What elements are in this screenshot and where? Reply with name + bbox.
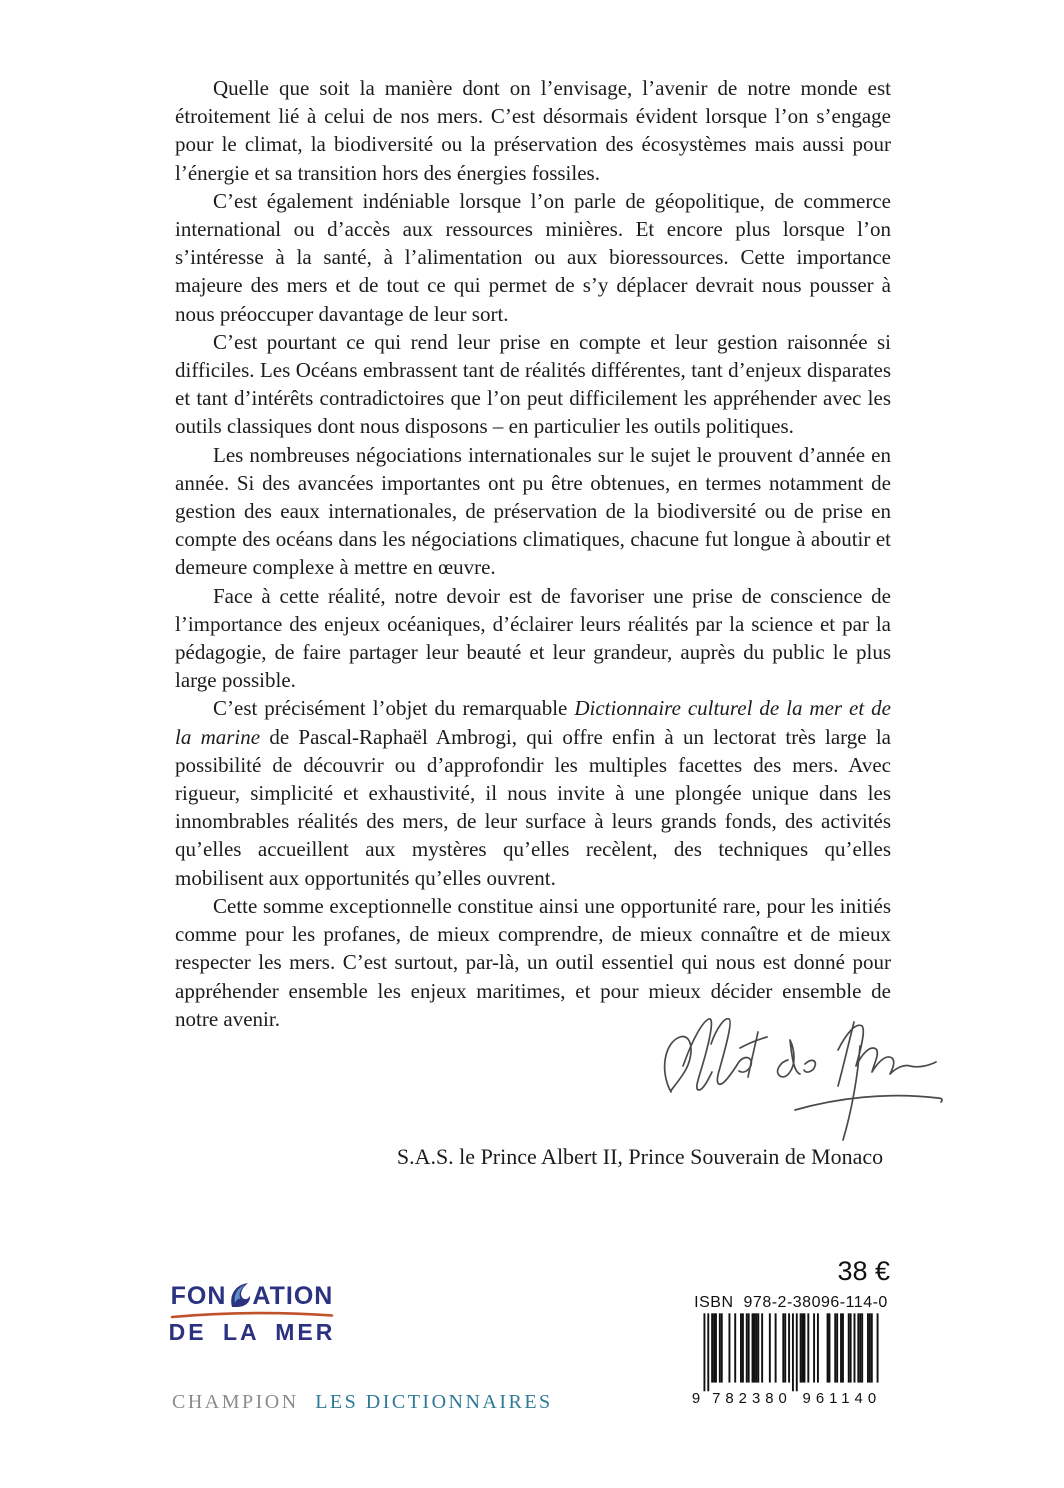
paragraph bbox=[175, 74, 891, 187]
isbn-block bbox=[690, 1294, 892, 1406]
wave-d-icon bbox=[227, 1282, 251, 1308]
barcode-svg bbox=[690, 1313, 892, 1406]
body-text bbox=[175, 74, 891, 1033]
paragraph-text: Face à cette réalité, notre devoir est de favoriser une prise de conscience de l’importance des enjeux océaniques, d’éclairer leurs réalités par la science et par la pédagogie, de faire partager leur beauté et leur grandeur, auprès du public le plus large possible. bbox=[175, 583, 891, 693]
book-title-italic: Dictionnaire culturel de la mer et de la marine bbox=[175, 696, 891, 749]
paragraph bbox=[175, 441, 891, 582]
logo-text-fon: FON bbox=[170, 1282, 227, 1310]
logo-wordmark-line2: DE LA MER bbox=[168, 1319, 336, 1345]
paragraph-text: de Pascal-Raphaël Ambrogi, qui offre enfin à un lectorat très large la possibilité de découvrir ou d’approfondir les multiples facettes des mers. Avec rigueur, simplicité et exhaustivité, il nous invite à une plongée unique dans les innombrables réalités des mers, de leur surface à leurs grands fonds, des activités qu’elles accueillent aux mystères qu’elles recèlent, des techniques qu’elles mobilisent aux opportunités qu’elles ouvrent. bbox=[175, 724, 891, 890]
paragraph bbox=[175, 187, 891, 328]
imprint bbox=[172, 1391, 553, 1414]
barcode-image bbox=[690, 1313, 892, 1406]
isbn-label: ISBN bbox=[694, 1294, 734, 1311]
price: 38 € bbox=[837, 1256, 890, 1286]
paragraph-text: C’est également indéniable lorsque l’on parle de géopolitique, de commerce international ou d’accès aux ressources minières. Et encore plus lorsque l’on s’intéresse à la santé, à l’alimentation ou aux bioressources. Cette importance majeure des mers et de tout ce qui permet de s’y déplacer devrait nous pousser à nous préoccuper davantage de leur sort. bbox=[175, 188, 891, 326]
signature-icon bbox=[645, 1008, 945, 1148]
logo-swoosh bbox=[170, 1309, 334, 1319]
paragraph-text: Quelle que soit la manière dont on l’envisage, l’avenir de notre monde est étroitement lié à celui de nos mers. C’est désormais évident lorsque l’on s’engage pour le climat, la biodiversité ou la préservation des écosystèmes mais aussi pour l’énergie et sa transition hors des énergies fossiles. bbox=[175, 76, 891, 185]
signature-image bbox=[645, 1008, 945, 1148]
barcode-digits-right: 961140 bbox=[802, 1390, 882, 1406]
paragraph-text: C’est pourtant ce qui rend leur prise en compte et leur gestion raisonnée si difficiles. Les Océans embrassent tant de réalités différentes, tant d’enjeux disparates et tant d’intérêts contradictoires que l’on peut difficilement les appréhender avec les outils classiques dont nous disposons – en particulier les outils politiques. bbox=[175, 329, 891, 439]
barcode-digit-lead: 9 bbox=[691, 1390, 701, 1406]
paragraph bbox=[175, 328, 891, 441]
logo-text-ation: ATION bbox=[252, 1282, 334, 1310]
signature-caption: S.A.S. le Prince Albert II, Prince Souverain de Monaco bbox=[396, 1144, 884, 1169]
swoosh-icon bbox=[170, 1309, 334, 1319]
paragraph bbox=[175, 694, 891, 891]
isbn-value: 978-2-38096-114-0 bbox=[743, 1294, 888, 1311]
paragraph-text: C’est précisément l’objet du remarquable bbox=[213, 696, 575, 721]
logo-wordmark-line1 bbox=[166, 1282, 338, 1309]
isbn-line bbox=[690, 1294, 892, 1312]
imprint-series: LES DICTIONNAIRES bbox=[315, 1391, 553, 1413]
imprint-publisher: CHAMPION bbox=[172, 1391, 299, 1413]
paragraph-text: Cette somme exceptionnelle constitue ainsi une opportunité rare, pour les initiés comme pour les profanes, de mieux comprendre, de mieux connaître et de mieux respecter les mers. C’est surtout, par-là, un outil essentiel qui nous est donné pour appréhender ensemble les enjeux maritimes, et pour mieux décider ensemble de notre avenir. bbox=[175, 893, 891, 1031]
paragraph-text: Les nombreuses négociations internationales sur le sujet le prouvent d’année en année. Si des avancées importantes ont pu être obtenues, en termes notamment de gestion des eaux internationales, de préservation de la biodiversité ou de prise en compte des océans dans les négociations climatiques, chacune fut longue à aboutir et demeure complexe à mettre en œuvre. bbox=[175, 442, 891, 580]
paragraph bbox=[175, 582, 891, 695]
barcode-digits-left: 782380 bbox=[712, 1390, 792, 1406]
publisher-logo bbox=[166, 1282, 338, 1344]
